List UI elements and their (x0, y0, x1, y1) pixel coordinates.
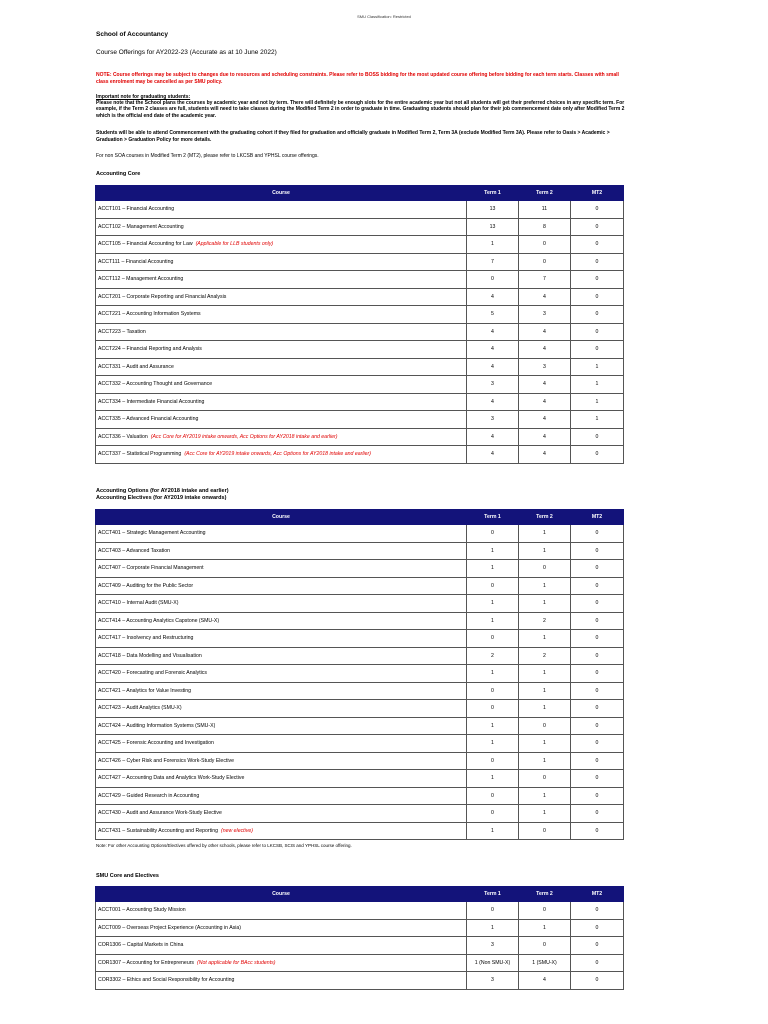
term1-cell: 13 (467, 201, 519, 219)
commencement-note: Students will be able to attend Commencement with the graduating cohort if they filed for graduation and officially graduate in Modified Term 2, Term 3A (exclude Modified Term 3A). Please refer to Oasis > Academic > Graduation > Graduation Policy for more details. (96, 130, 610, 143)
table-row (96, 236, 624, 254)
table-row (96, 647, 624, 665)
term1-cell: 13 (467, 218, 519, 236)
term2-cell: 4 (519, 393, 571, 411)
term2-cell: 0 (519, 822, 571, 840)
mt2-cell: 0 (571, 822, 624, 840)
course-cell (96, 376, 467, 394)
term1-cell: 0 (467, 902, 519, 920)
course-name: ACCT337 – Statistical Programming (98, 451, 182, 458)
course-cell (96, 525, 467, 543)
term1-cell: 1 (467, 665, 519, 683)
course-cell (96, 306, 467, 324)
course-name: ACCT430 – Audit and Assurance Work-Study Elective (98, 810, 222, 817)
table-row (96, 201, 624, 219)
mt2-cell: 0 (571, 770, 624, 788)
table-row (96, 665, 624, 683)
school-title: School of Accountancy (96, 31, 168, 38)
course-remark: (new elective) (220, 827, 253, 834)
table-row (96, 972, 624, 990)
mt2-cell: 1 (571, 411, 624, 429)
term2-cell: 1 (519, 787, 571, 805)
table-row (96, 770, 624, 788)
table-row (96, 902, 624, 920)
course-cell (96, 752, 467, 770)
section-title-smu-core (96, 873, 626, 880)
term2-cell: 1 (519, 577, 571, 595)
table-header-row (96, 510, 624, 525)
mt2-cell: 0 (571, 972, 624, 990)
course-cell (96, 717, 467, 735)
course-name: ACCT112 – Management Accounting (98, 276, 184, 283)
course-name: ACCT424 – Auditing Information Systems (SMU-X) (98, 722, 216, 729)
term2-cell: 1 (519, 700, 571, 718)
column-header-term2: Term 2 (519, 186, 571, 201)
course-cell (96, 446, 467, 464)
course-name: ACCT334 – Intermediate Financial Accounting (98, 398, 205, 405)
course-name: ACCT335 – Advanced Financial Accounting (98, 416, 199, 423)
mt2-cell: 0 (571, 218, 624, 236)
term1-cell: 1 (467, 717, 519, 735)
course-name: ACCT224 – Financial Reporting and Analysis (98, 346, 202, 353)
mt2-cell: 0 (571, 288, 624, 306)
table-row (96, 787, 624, 805)
mt2-cell: 0 (571, 647, 624, 665)
course-cell (96, 665, 467, 683)
table-row (96, 271, 624, 289)
course-name: ACCT407 – Corporate Financial Management (98, 565, 204, 572)
mt2-cell: 0 (571, 630, 624, 648)
term2-cell: 1 (519, 630, 571, 648)
course-name: ACCT421 – Analytics for Value Investing (98, 687, 192, 694)
term2-cell: 2 (519, 647, 571, 665)
term2-cell: 4 (519, 341, 571, 359)
other-schools-note: Note: For other Accounting Options/Electives offered by other schools, please refer to LKCSB, SCIS and YPHSL course offering. (96, 843, 352, 848)
term1-cell: 0 (467, 630, 519, 648)
course-name: ACCT105 – Financial Accounting for Law (98, 241, 193, 248)
table-row (96, 700, 624, 718)
section-title-accounting-core (96, 171, 626, 178)
course-cell (96, 682, 467, 700)
course-cell (96, 595, 467, 613)
section-title-line: SMU Core and Electives (96, 873, 159, 879)
mt2-cell: 0 (571, 665, 624, 683)
scheduling-note: NOTE: Course offerings may be subject to changes due to resources and scheduling constraints. Please refer to BOSS bidding for the most updated course offering before bidding for each term starts. Classes with small class enrolment may be cancelled as per SMU policy. (96, 72, 619, 85)
mt2-cell: 0 (571, 236, 624, 254)
table-row (96, 954, 624, 972)
term1-cell: 1 (467, 822, 519, 840)
mt2-cell: 0 (571, 306, 624, 324)
term2-cell: 4 (519, 288, 571, 306)
course-name: ACCT101 – Financial Accounting (98, 206, 175, 213)
term1-cell: 1 (467, 595, 519, 613)
term1-cell: 4 (467, 393, 519, 411)
table-row (96, 937, 624, 955)
course-cell (96, 411, 467, 429)
term2-cell: 1 (519, 682, 571, 700)
term2-cell: 1 (SMU-X) (519, 954, 571, 972)
term2-cell: 0 (519, 770, 571, 788)
term1-cell: 3 (467, 376, 519, 394)
mt2-cell: 0 (571, 201, 624, 219)
term2-cell: 4 (519, 411, 571, 429)
term1-cell: 0 (467, 787, 519, 805)
term1-cell: 4 (467, 428, 519, 446)
mt2-cell: 0 (571, 954, 624, 972)
course-name: ACCT001 – Accounting Study Mission (98, 907, 186, 914)
table-row (96, 752, 624, 770)
table-row (96, 376, 624, 394)
mt2-cell: 1 (571, 393, 624, 411)
mt2-cell: 0 (571, 341, 624, 359)
term1-cell: 1 (467, 770, 519, 788)
mt2-cell: 0 (571, 253, 624, 271)
course-cell (96, 236, 467, 254)
term2-cell: 1 (519, 665, 571, 683)
term1-cell: 0 (467, 752, 519, 770)
table-row (96, 682, 624, 700)
course-name: ACCT418 – Data Modelling and Visualisation (98, 652, 202, 659)
course-name: COR1306 – Capital Markets in China (98, 942, 184, 949)
accounting-options-table (95, 509, 624, 840)
column-header-course: Course (96, 887, 467, 902)
course-name: ACCT431 – Sustainability Accounting and Reporting (98, 827, 218, 834)
offerings-title: Course Offerings for AY2022-23 (Accurate as at 10 June 2022) (96, 49, 277, 56)
course-remark: (Not applicable for BAcc students) (197, 959, 276, 966)
mt2-cell: 0 (571, 542, 624, 560)
course-name: COR3302 – Ethics and Social Responsibility for Accounting (98, 977, 235, 984)
course-cell (96, 954, 467, 972)
course-cell (96, 560, 467, 578)
course-name: ACCT331 – Audit and Assurance (98, 363, 174, 370)
term1-cell: 0 (467, 700, 519, 718)
term1-cell: 1 (467, 919, 519, 937)
term1-cell: 1 (467, 612, 519, 630)
term2-cell: 0 (519, 717, 571, 735)
mt2-cell: 0 (571, 560, 624, 578)
term1-cell: 7 (467, 253, 519, 271)
term2-cell: 1 (519, 542, 571, 560)
course-cell (96, 323, 467, 341)
mt2-cell: 1 (571, 358, 624, 376)
term1-cell: 4 (467, 446, 519, 464)
term2-cell: 4 (519, 376, 571, 394)
column-header-term2: Term 2 (519, 510, 571, 525)
mt2-cell: 0 (571, 717, 624, 735)
term1-cell: 1 (467, 542, 519, 560)
course-name: ACCT427 – Accounting Data and Analytics Work-Study Elective (98, 775, 245, 782)
table-row (96, 525, 624, 543)
table-row (96, 358, 624, 376)
course-cell (96, 902, 467, 920)
mt2-cell: 0 (571, 323, 624, 341)
mt2-cell: 0 (571, 271, 624, 289)
column-header-mt2: MT2 (571, 887, 624, 902)
term1-cell: 1 (Non SMU-X) (467, 954, 519, 972)
course-cell (96, 428, 467, 446)
course-cell (96, 253, 467, 271)
mt2-cell: 0 (571, 787, 624, 805)
column-header-mt2: MT2 (571, 186, 624, 201)
table-row (96, 542, 624, 560)
term2-cell: 7 (519, 271, 571, 289)
term2-cell: 8 (519, 218, 571, 236)
course-cell (96, 937, 467, 955)
term1-cell: 3 (467, 411, 519, 429)
term2-cell: 2 (519, 612, 571, 630)
term1-cell: 4 (467, 358, 519, 376)
course-cell (96, 393, 467, 411)
table-row (96, 393, 624, 411)
term2-cell: 0 (519, 253, 571, 271)
term1-cell: 0 (467, 682, 519, 700)
course-name: ACCT410 – Internal Audit (SMU-X) (98, 600, 179, 607)
course-cell (96, 577, 467, 595)
column-header-course: Course (96, 510, 467, 525)
term2-cell: 11 (519, 201, 571, 219)
term2-cell: 1 (519, 735, 571, 753)
course-cell (96, 612, 467, 630)
term2-cell: 1 (519, 595, 571, 613)
mt2-cell: 0 (571, 595, 624, 613)
mt2-cell: 0 (571, 446, 624, 464)
term1-cell: 2 (467, 647, 519, 665)
term2-cell: 1 (519, 805, 571, 823)
course-cell (96, 341, 467, 359)
term1-cell: 5 (467, 306, 519, 324)
non-soa-note: For non SOA courses in Modified Term 2 (MT2), please refer to LKCSB and YPHSL course offerings. (96, 153, 319, 159)
course-cell (96, 358, 467, 376)
term1-cell: 3 (467, 972, 519, 990)
course-cell (96, 787, 467, 805)
column-header-term1: Term 1 (467, 510, 519, 525)
course-remark: (Acc Core for AY2019 intake onwards, Acc Options for AY2018 intake and earlier) (184, 451, 371, 458)
term2-cell: 0 (519, 902, 571, 920)
mt2-cell: 0 (571, 612, 624, 630)
course-cell (96, 218, 467, 236)
course-cell (96, 735, 467, 753)
course-cell (96, 542, 467, 560)
course-name: ACCT401 – Strategic Management Accounting (98, 530, 206, 537)
table-row (96, 446, 624, 464)
column-header-term1: Term 1 (467, 887, 519, 902)
term1-cell: 0 (467, 271, 519, 289)
mt2-cell: 1 (571, 376, 624, 394)
course-cell (96, 700, 467, 718)
term1-cell: 0 (467, 805, 519, 823)
mt2-cell: 0 (571, 700, 624, 718)
course-name: COR1307 – Accounting for Entrepreneurs (98, 959, 195, 966)
table-row (96, 735, 624, 753)
course-cell (96, 201, 467, 219)
mt2-cell: 0 (571, 577, 624, 595)
course-name: ACCT336 – Valuation (98, 433, 148, 440)
table-row (96, 822, 624, 840)
term1-cell: 1 (467, 735, 519, 753)
mt2-cell: 0 (571, 805, 624, 823)
course-cell (96, 919, 467, 937)
term2-cell: 1 (519, 525, 571, 543)
graduating-note (96, 94, 626, 119)
term2-cell: 4 (519, 428, 571, 446)
mt2-cell: 0 (571, 902, 624, 920)
term1-cell: 3 (467, 937, 519, 955)
table-row (96, 630, 624, 648)
section-title-line: Accounting Core (96, 171, 141, 177)
column-header-mt2: MT2 (571, 510, 624, 525)
mt2-cell: 0 (571, 682, 624, 700)
course-remark: (Acc Core for AY2019 intake onwards, Acc Options for AY2018 intake and earlier) (150, 433, 338, 440)
column-header-term2: Term 2 (519, 887, 571, 902)
course-name: ACCT403 – Advanced Taxation (98, 547, 170, 554)
term1-cell: 1 (467, 236, 519, 254)
table-row (96, 560, 624, 578)
term2-cell: 3 (519, 358, 571, 376)
course-cell (96, 288, 467, 306)
course-name: ACCT409 – Auditing for the Public Sector (98, 582, 194, 589)
course-name: ACCT423 – Audit Analytics (SMU-X) (98, 705, 182, 712)
term2-cell: 3 (519, 306, 571, 324)
course-name: ACCT102 – Management Accounting (98, 223, 184, 230)
table-row (96, 306, 624, 324)
course-name: ACCT417 – Insolvency and Restructuring (98, 635, 194, 642)
table-row (96, 612, 624, 630)
graduating-note-text: Please note that the School plans the courses by academic year and not by term. There will definitely be enough slots for the entire academic year but not all students will get their preferred choices in any specific term. For example, if the Term 2 classes are full, students will need to take classes during the Modified Term 2 in order to graduate in time. Graduating students should plan for their job commencement date only after Modified Term 2 which is the official end date of the academic year. (96, 100, 625, 119)
smu-core-table (95, 886, 624, 990)
course-cell (96, 630, 467, 648)
mt2-cell: 0 (571, 752, 624, 770)
term1-cell: 0 (467, 525, 519, 543)
table-row (96, 577, 624, 595)
course-name: ACCT425 – Forensic Accounting and Investigation (98, 740, 214, 747)
table-row (96, 805, 624, 823)
table-row (96, 411, 624, 429)
table-row (96, 323, 624, 341)
term2-cell: 4 (519, 972, 571, 990)
term1-cell: 0 (467, 577, 519, 595)
mt2-cell: 0 (571, 428, 624, 446)
column-header-course: Course (96, 186, 467, 201)
table-row (96, 341, 624, 359)
term1-cell: 4 (467, 288, 519, 306)
course-name: ACCT221 – Accounting Information Systems (98, 311, 201, 318)
term1-cell: 4 (467, 323, 519, 341)
table-row (96, 218, 624, 236)
section-title-line: Accounting Options (for AY2018 intake and earlier) (96, 488, 229, 494)
term2-cell: 0 (519, 560, 571, 578)
term2-cell: 4 (519, 446, 571, 464)
table-row (96, 253, 624, 271)
mt2-cell: 0 (571, 919, 624, 937)
course-remark: (Applicable for LLB students only) (195, 241, 274, 248)
course-name: ACCT223 – Taxation (98, 328, 146, 335)
term1-cell: 4 (467, 341, 519, 359)
table-row (96, 919, 624, 937)
classification-label: SMU Classification: Restricted (357, 14, 411, 19)
course-name: ACCT201 – Corporate Reporting and Financial Analysis (98, 293, 227, 300)
course-name: ACCT429 – Guided Research in Accounting (98, 792, 200, 799)
table-row (96, 717, 624, 735)
mt2-cell: 0 (571, 937, 624, 955)
table-row (96, 288, 624, 306)
course-name: ACCT420 – Forecasting and Forensic Analytics (98, 670, 207, 677)
course-cell (96, 972, 467, 990)
table-row (96, 428, 624, 446)
mt2-cell: 0 (571, 735, 624, 753)
table-header-row (96, 186, 624, 201)
term2-cell: 0 (519, 236, 571, 254)
term2-cell: 1 (519, 919, 571, 937)
term2-cell: 0 (519, 937, 571, 955)
table-row (96, 595, 624, 613)
course-name: ACCT009 – Overseas Project Experience (Accounting in Asia) (98, 924, 242, 931)
graduating-note-heading: Important note for graduating students: (96, 94, 191, 100)
course-cell (96, 770, 467, 788)
course-cell (96, 647, 467, 665)
course-name: ACCT111 – Financial Accounting (98, 258, 174, 265)
course-name: ACCT426 – Cyber Risk and Forensics Work-Study Elective (98, 757, 234, 764)
section-title-line: Accounting Electives (for AY2019 intake onwards) (96, 495, 227, 501)
course-name: ACCT332 – Accounting Thought and Governance (98, 381, 213, 388)
course-cell (96, 805, 467, 823)
column-header-term1: Term 1 (467, 186, 519, 201)
table-header-row (96, 887, 624, 902)
section-title-accounting-options (96, 488, 626, 502)
accounting-core-table (95, 185, 624, 464)
term1-cell: 1 (467, 560, 519, 578)
term2-cell: 4 (519, 323, 571, 341)
course-cell (96, 822, 467, 840)
course-name: ACCT414 – Accounting Analytics Capstone (SMU-X) (98, 617, 220, 624)
course-cell (96, 271, 467, 289)
mt2-cell: 0 (571, 525, 624, 543)
term2-cell: 1 (519, 752, 571, 770)
